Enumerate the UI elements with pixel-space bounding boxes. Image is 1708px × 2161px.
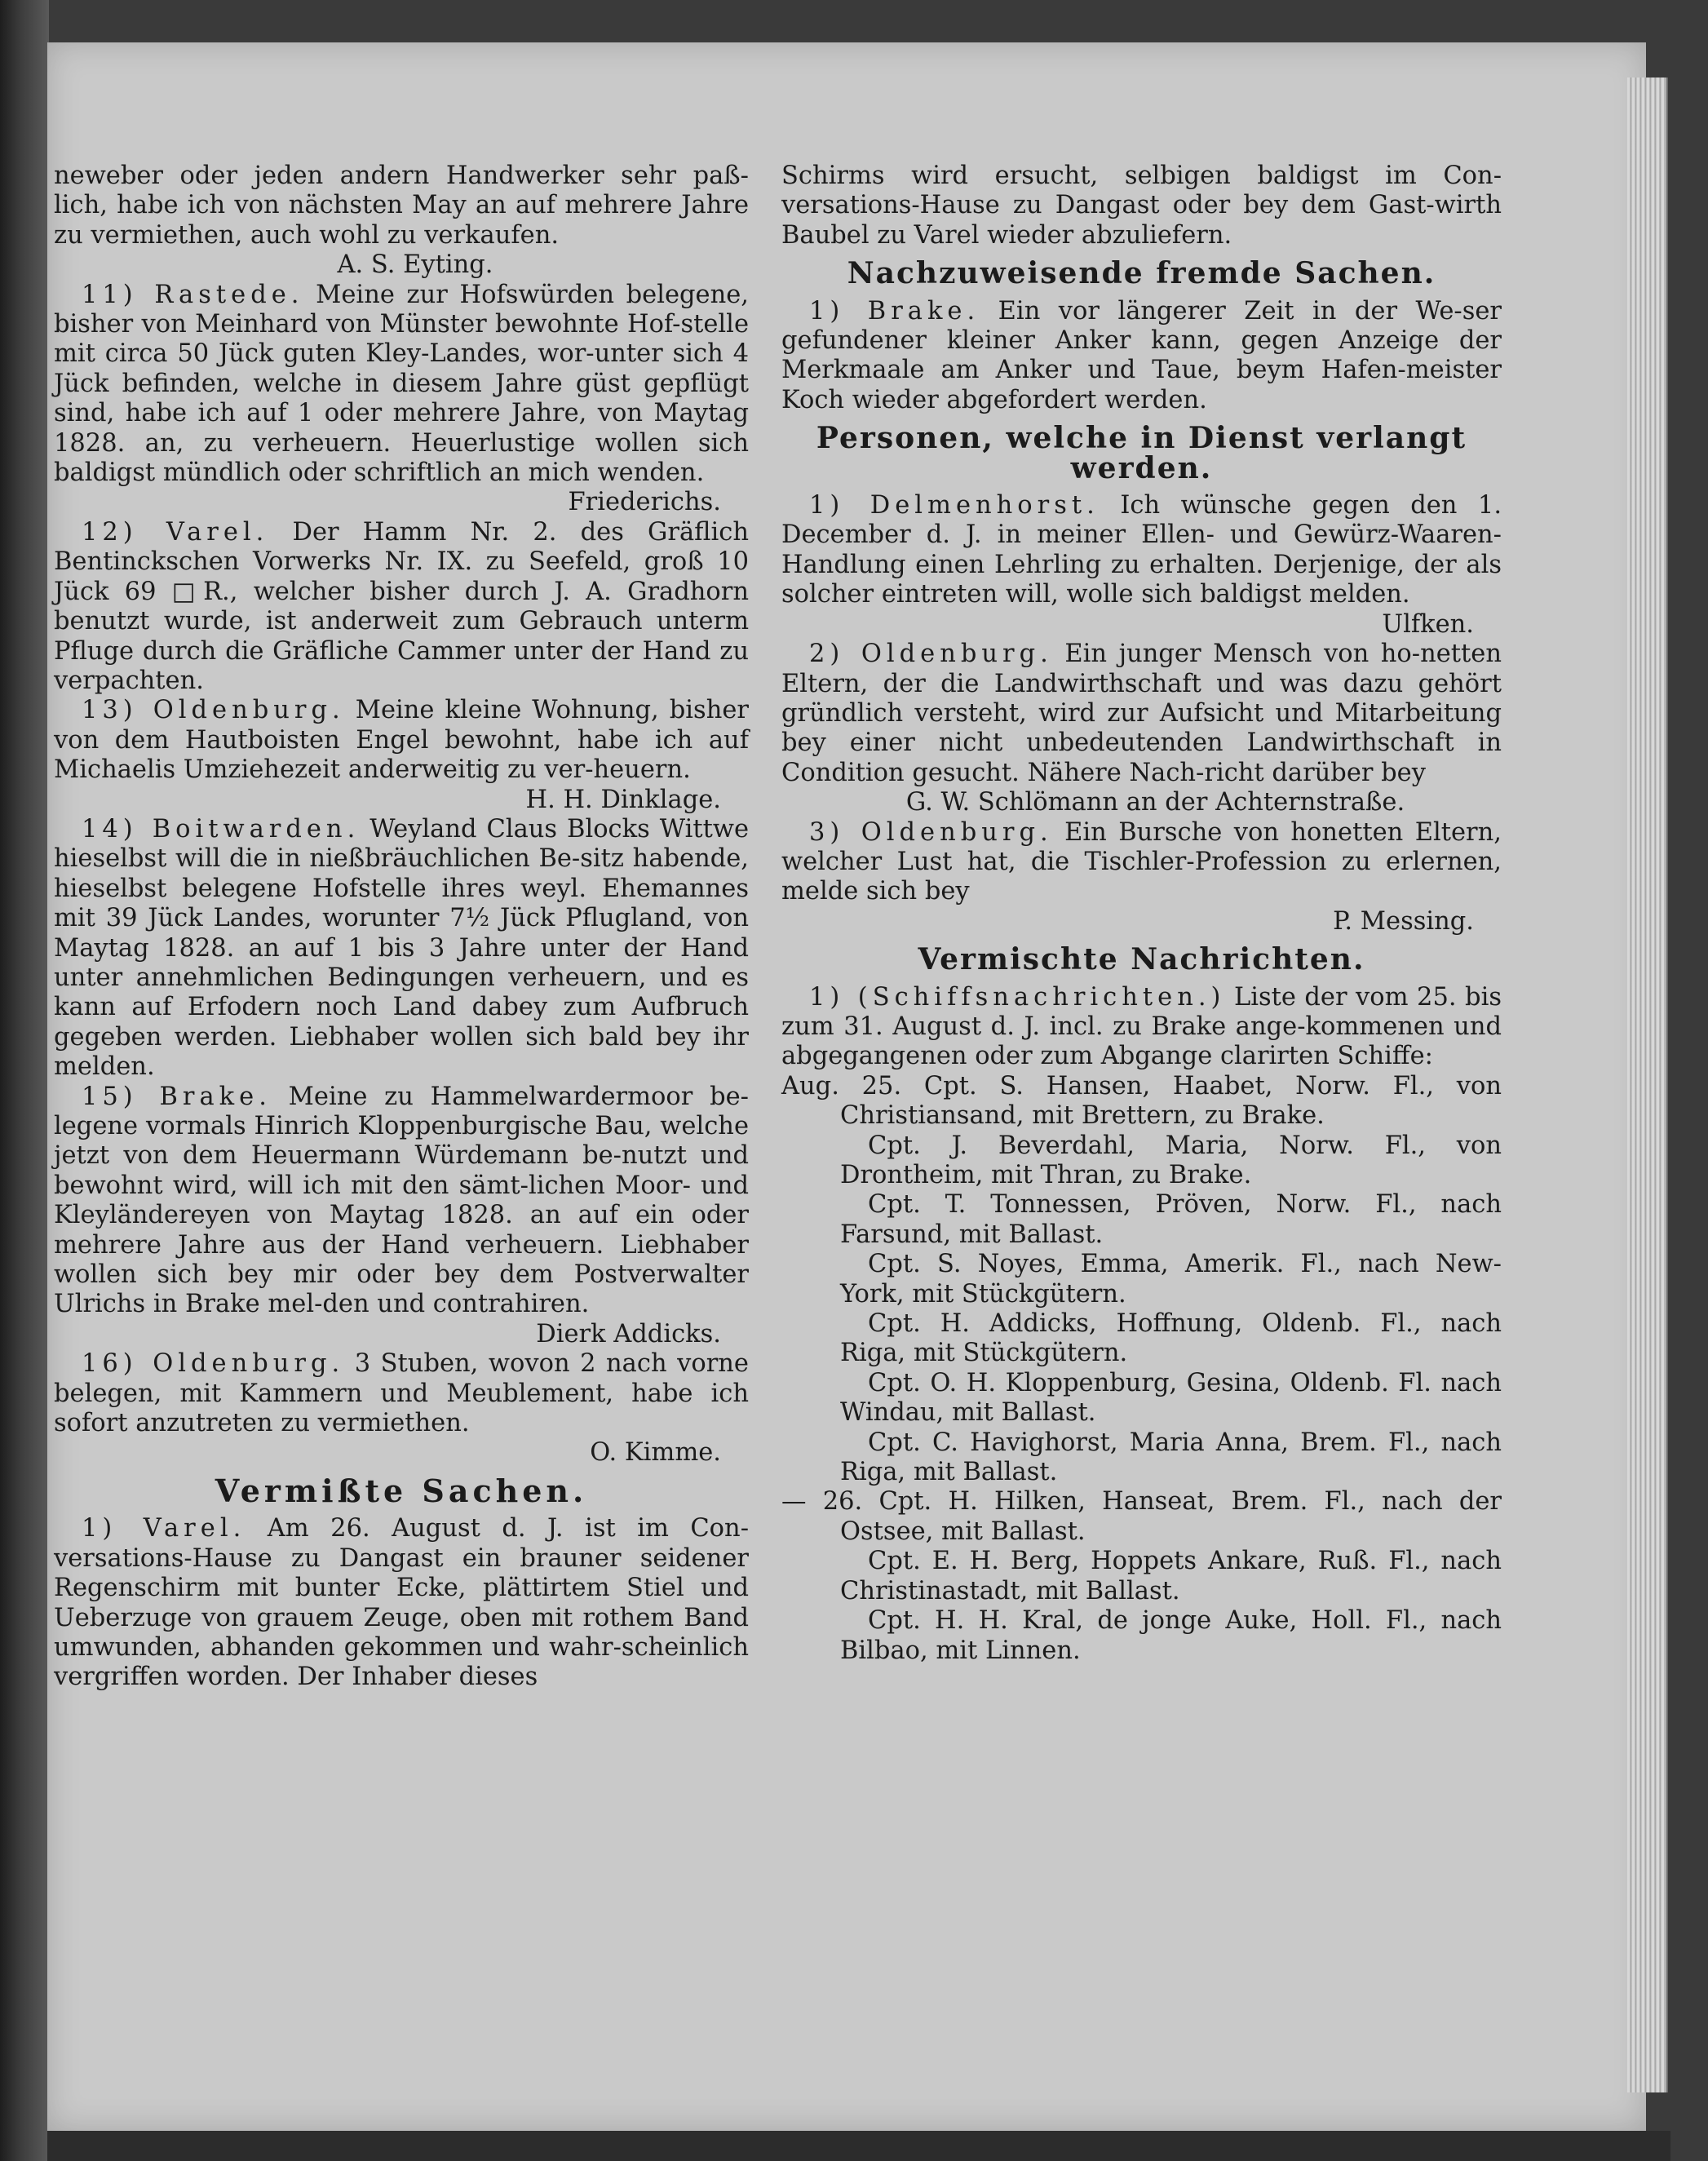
found-1-text: Ein vor längerer Zeit in der We-ser gefundener kleiner Anker kann, gegen Anzeige der Merkmaale am Anker und Taue, beym Hafen-meister Koch wieder abgefordert werden. xyxy=(781,296,1502,414)
ad-13 xyxy=(54,696,749,785)
signature-messing: P. Messing. xyxy=(1333,906,1474,936)
job-1 xyxy=(781,491,1502,610)
ad-12 xyxy=(54,518,749,696)
job-3-text: Ein Bursche von honetten Eltern, welcher Lust hat, die Tischler-Profession zu erlernen, melde sich bey xyxy=(781,817,1502,906)
job-1-text: Ich wünsche gegen den 1. December d. J. in meiner Ellen- und Gewürz-Waaren-Handlung einen Lehrling zu erhalten. Derjenige, der als solcher eintreten will, wolle sich baldigst melden. xyxy=(781,491,1502,609)
ad-16-text: 3 Stuben, wovon 2 nach vorne belegen, mit Kammern und Meublement, habe ich sofort anzutreten zu vermiethen. xyxy=(54,1349,749,1438)
job-1-head: 1) Delmenhorst. xyxy=(809,491,1100,520)
ad-12-text: Der Hamm Nr. 2. des Gräflich Bentinckschen Vorwerks Nr. IX. zu Seefeld, groß 10 Jück 69 □R., welcher bisher durch J. A. Gradhorn benutzt wurde, ist anderweit zum Gebrauch unterm Pfluge durch die Gräfliche Cammer unter der Hand zu verpachten. xyxy=(54,517,749,695)
ship-entry: Aug. 25. Cpt. S. Hansen, Haabet, Norw. Fl., von Christiansand, mit Brettern, zu Brake. xyxy=(781,1071,1502,1131)
job-2-text: Ein junger Mensch von ho-netten Eltern, der die Landwirthschaft und was dazu gehört gründlich versteht, wird zur Aufsicht und Mitarbeitung bey einer nicht unbedeutenden Landwirthschaft in Condition gesucht. Nähere Nach-richt darüber bey xyxy=(781,640,1502,787)
right-column xyxy=(781,162,1502,1666)
signature-friederichs: Friederichs. xyxy=(568,488,721,517)
news-1-text: Liste der vom 25. bis zum 31. August d. J. incl. zu Brake ange-kommenen und abgegangenen oder zum Abgange clarirten Schiffe: xyxy=(781,982,1502,1071)
ad-15 xyxy=(54,1083,749,1320)
ad-14-text: Weyland Claus Blocks Wittwe hieselbst will die in nießbräuchlichen Be-sitz habende, hieselbst belegene Hofstelle ihres weyl. Ehemannes mit 39 Jück Landes, worunter 7½ Jück Pflugland, von Maytag 1828. an auf 1 bis 3 Jahre unter der Hand unter annehmlichen Bedingungen verheuern, und es kann auf Erfodern noch Land dabey zum Aufbruch gegeben werden. Liebhaber wollen sich bald bey ihr melden. xyxy=(54,814,749,1082)
ad-14 xyxy=(54,815,749,1083)
signature-kimme: O. Kimme. xyxy=(590,1438,721,1468)
lost-1-continued: Schirms wird ersucht, selbigen baldigst im Con-versations-Hause zu Dangast oder bey dem Gast-wirth Baubel zu Varel wieder abzuliefern. xyxy=(781,162,1502,250)
signature-dinklage: H. H. Dinklage. xyxy=(525,785,721,814)
ship-entry: Cpt. H. Addicks, Hoffnung, Oldenb. Fl., nach Riga, mit Stückgütern. xyxy=(840,1309,1502,1368)
job-3-head: 3) Oldenburg. xyxy=(809,817,1053,847)
book-gutter xyxy=(0,0,49,2161)
signature-eyting: A. S. Eyting. xyxy=(337,250,493,280)
ad-12-head: 12) Varel. xyxy=(82,517,269,547)
news-1-head: 1) (Schiffsnachrichten.) xyxy=(809,982,1226,1012)
ad-13-head: 13) Oldenburg. xyxy=(82,696,345,725)
signature-schloemann: G. W. Schlömann an der Achternstraße. xyxy=(905,788,1405,817)
ship-entry: Cpt. O. H. Kloppenburg, Gesina, Oldenb. Fl. nach Windau, mit Ballast. xyxy=(840,1368,1502,1428)
paragraph-10-continued: neweber oder jeden andern Handwerker sehr paß-lich, habe ich von nächsten May an auf mehrere Jahre zu vermiethen, auch wohl zu verkaufen. xyxy=(54,162,749,250)
section-heading-personen: Personen, welche in Dienst verlangt werden. xyxy=(816,421,1467,485)
section-heading-vermischte: Vermischte Nachrichten. xyxy=(918,942,1365,977)
found-1-head: 1) Brake. xyxy=(809,296,980,325)
lost-1-text: Am 26. August d. J. ist im Con-versations-Hause zu Dangast ein brauner seidener Regenschirm mit bunter Ecke, plättirtem Stiel und Ueberzuge von grauem Zeuge, oben mit rothem Band umwunden, abhanden gekommen und wahr-scheinlich vergriffen worden. Der Inhaber dieses xyxy=(54,1514,749,1692)
ad-15-text: Meine zu Hammelwardermoor be-legene vormals Hinrich Kloppenburgische Bau, welche jetzt von dem Heuermann Würdemann be-nutzt und bewohnt wird, will ich mit den sämt-lichen Moor- und Kleyländereyen von Maytag 1828. an auf ein oder mehrere Jahre aus der Hand verheuern. Liebhaber wollen sich bey mir oder bey dem Postverwalter Ulrichs in Brake mel-den und contrahiren. xyxy=(54,1082,749,1319)
job-2-head: 2) Oldenburg. xyxy=(809,640,1053,669)
lost-1-head: 1) Varel. xyxy=(82,1514,246,1543)
ad-11-text: Meine zur Hofswürden belegene, bisher von Meinhard von Münster bewohnte Hof-stelle mit circa 50 Jück guten Kley-Landes, wor-unter sich 4 Jück befinden, welche in diesem Jahre güst gepflügt sind, habe ich auf 1 oder mehrere Jahre, von Maytag 1828. an, zu verheuern. Heuerlustige wollen sich baldigst mündlich oder schriftlich an mich wenden. xyxy=(54,280,749,488)
job-3 xyxy=(781,818,1502,907)
ad-11-head: 11) Rastede. xyxy=(82,280,304,309)
page-edges xyxy=(1627,77,1668,2092)
section-heading-nachzuweisende: Nachzuweisende fremde Sachen. xyxy=(847,256,1436,291)
ship-entry: Cpt. E. H. Berg, Hoppets Ankare, Ruß. Fl., nach Christinastadt, mit Ballast. xyxy=(840,1547,1502,1605)
signature-addicks: Dierk Addicks. xyxy=(536,1319,721,1348)
ad-13-text: Meine kleine Wohnung, bisher von dem Hautboisten Engel bewohnt, habe ich auf Michaelis Umziehezeit anderweitig zu ver-heuern. xyxy=(54,696,749,785)
lost-1 xyxy=(54,1514,749,1692)
ad-16-head: 16) Oldenburg. xyxy=(82,1349,345,1379)
left-column xyxy=(54,162,749,1693)
ship-entry: Cpt. S. Noyes, Emma, Amerik. Fl., nach New-York, mit Stückgütern. xyxy=(840,1250,1502,1309)
signature-ulfken: Ulfken. xyxy=(1382,609,1474,639)
section-heading-vermisste-sachen: Vermißte Sachen. xyxy=(215,1472,588,1509)
ad-14-head: 14) Boitwarden. xyxy=(82,814,361,844)
ship-entry: Cpt. H. H. Kral, de jonge Auke, Holl. Fl., nach Bilbao, mit Linnen. xyxy=(840,1606,1502,1665)
news-1 xyxy=(781,983,1502,1072)
job-2 xyxy=(781,640,1502,788)
ad-16 xyxy=(54,1349,749,1438)
ship-entry: Cpt. T. Tonnessen, Pröven, Norw. Fl., nach Farsund, mit Ballast. xyxy=(840,1190,1502,1249)
ad-15-head: 15) Brake. xyxy=(82,1082,272,1111)
ship-entry: Cpt. C. Havighorst, Maria Anna, Brem. Fl., nach Riga, mit Ballast. xyxy=(840,1428,1502,1487)
ship-entry: Cpt. J. Beverdahl, Maria, Norw. Fl., von Drontheim, mit Thran, zu Brake. xyxy=(840,1131,1502,1189)
scan-border xyxy=(47,2131,1670,2161)
ad-11 xyxy=(54,281,749,489)
ship-entry: — 26. Cpt. H. Hilken, Hanseat, Brem. Fl., nach der Ostsee, mit Ballast. xyxy=(781,1487,1502,1546)
found-1 xyxy=(781,297,1502,416)
